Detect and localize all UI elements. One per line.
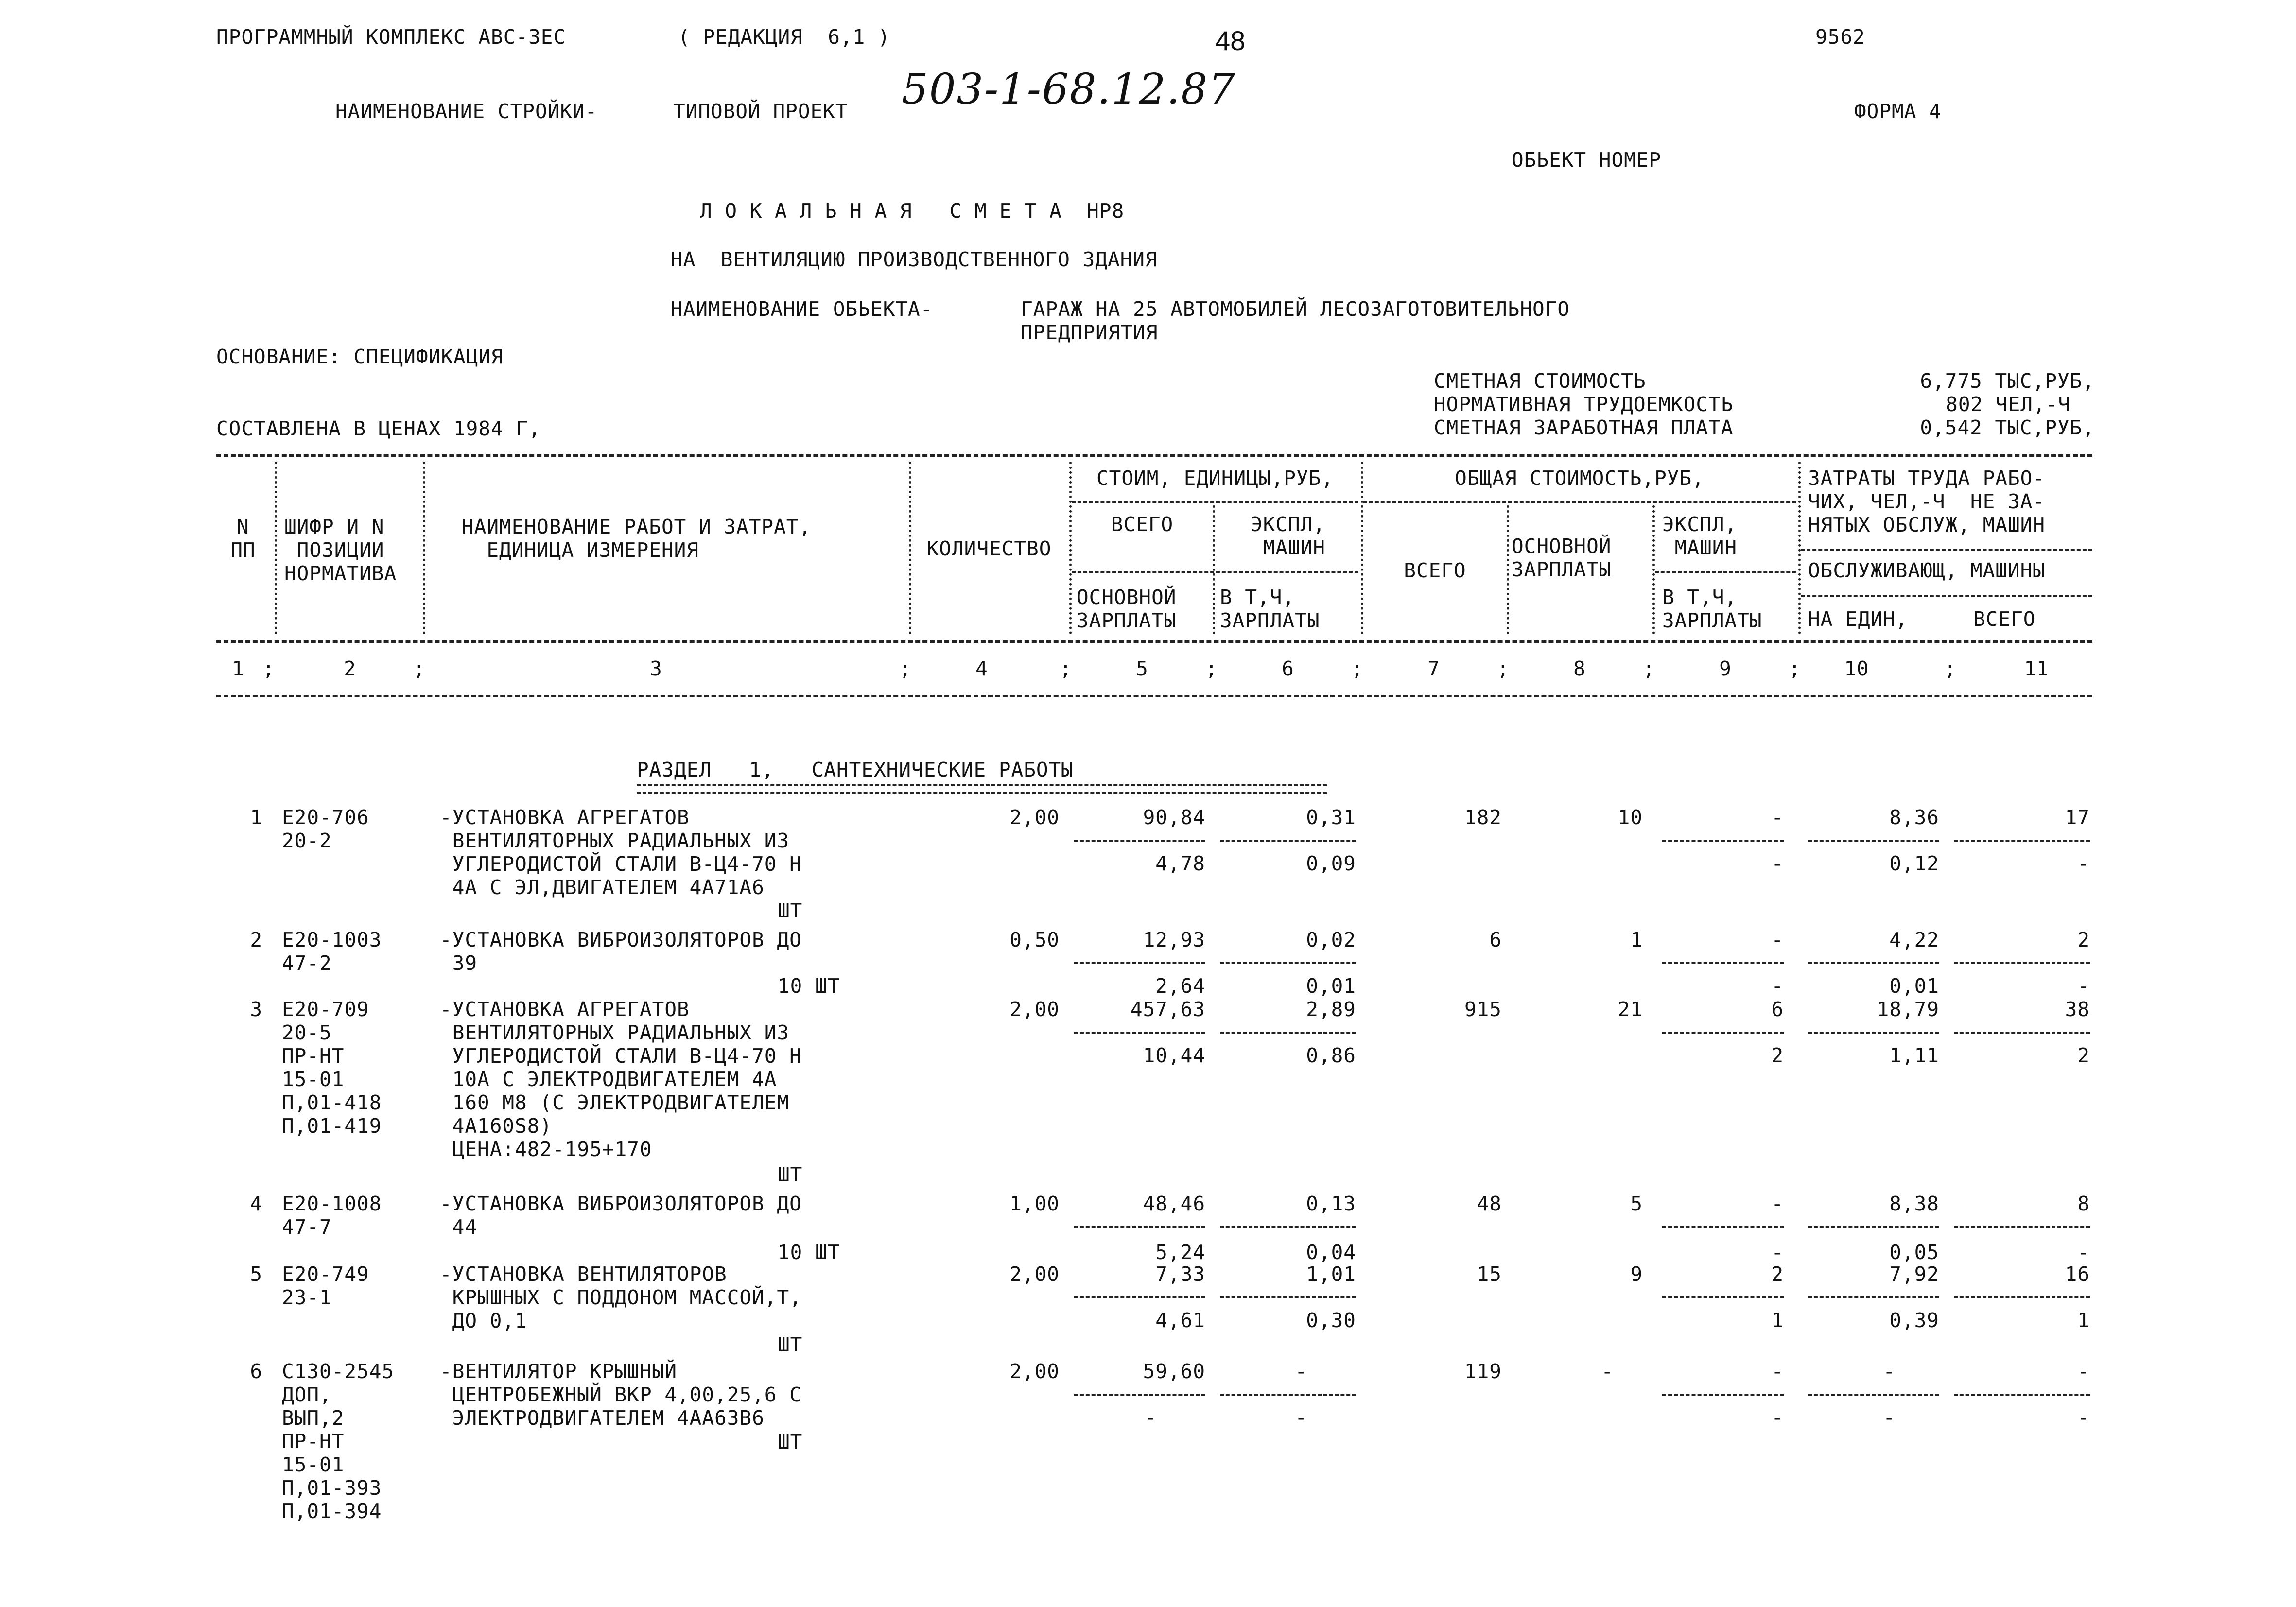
col-number: 10 xyxy=(1844,657,1869,680)
prices-year: СОСТАВЛЕНА В ЦЕНАХ 1984 Г, xyxy=(216,417,541,440)
row-unit-salary: 10,44 xyxy=(1143,1044,1205,1067)
row-total-machine: 6 xyxy=(1771,998,1784,1021)
row-total-incl: - xyxy=(1771,974,1784,998)
summary-value-labor: 802 ЧЕЛ,-Ч xyxy=(1946,393,2070,416)
cell-rule xyxy=(1220,840,1356,842)
cell-rule xyxy=(1220,1296,1356,1298)
cell-rule xyxy=(1954,1226,2090,1228)
row-labor-unit: 8,36 xyxy=(1889,806,1939,829)
document-number: 9562 xyxy=(1815,25,1865,49)
col-number: 1 xyxy=(232,657,244,680)
row-unit-total: 12,93 xyxy=(1143,928,1205,951)
row-total-machine: - xyxy=(1771,806,1784,829)
row-unit: ШТ xyxy=(778,1430,803,1453)
row-qty: 2,00 xyxy=(1009,1360,1060,1383)
col-sep-mark: ; xyxy=(1060,657,1072,680)
hdr-total-cost: ОБЩАЯ СТОИМОСТЬ,РУБ, xyxy=(1455,467,1705,490)
col-sep-mark: ; xyxy=(1497,657,1510,680)
row-unit-incl: 0,09 xyxy=(1306,852,1356,875)
row-unit: ШТ xyxy=(778,1333,803,1356)
col-sep-mark: ; xyxy=(413,657,426,680)
col-sep-7 xyxy=(1507,505,1509,634)
col-number: 11 xyxy=(2024,657,2049,680)
cell-rule xyxy=(1808,962,1939,964)
row-unit-machine: 1,01 xyxy=(1306,1262,1356,1286)
row-total: 15 xyxy=(1477,1262,1502,1286)
hdr-unit-total: ВСЕГО xyxy=(1111,513,1174,536)
row-labor-service: 1,11 xyxy=(1889,1044,1939,1067)
cell-rule xyxy=(1954,962,2090,964)
hdr-unit-machine: ЭКСПЛ, МАШИН xyxy=(1250,513,1326,559)
row-labor-total: 16 xyxy=(2065,1262,2090,1286)
row-total: 48 xyxy=(1477,1192,1502,1215)
cell-rule xyxy=(1808,1032,1939,1034)
object-name-line2: ПРЕДПРИЯТИЯ xyxy=(1021,321,1158,344)
row-labor-service-total: - xyxy=(2077,974,2090,998)
unit-cost-rule xyxy=(1072,501,1358,503)
row-labor-service-total: - xyxy=(2077,852,2090,875)
row-number: 1 xyxy=(250,806,262,829)
row-labor-total: - xyxy=(2077,1360,2090,1383)
row-unit-incl: 0,04 xyxy=(1306,1241,1356,1264)
row-labor-unit: 8,38 xyxy=(1889,1192,1939,1215)
hdr-col2: ШИФР И N ПОЗИЦИИ НОРМАТИВА xyxy=(284,515,397,585)
col-number: 2 xyxy=(344,657,356,680)
row-qty: 1,00 xyxy=(1009,1192,1060,1215)
row-labor-service: 0,12 xyxy=(1889,852,1939,875)
col-number: 8 xyxy=(1573,657,1586,680)
hdr-total-incl: В Т,Ч, ЗАРПЛАТЫ xyxy=(1662,586,1762,632)
cell-rule xyxy=(1954,1394,2090,1396)
numbers-bottom-rule xyxy=(216,695,2092,697)
cell-rule xyxy=(1074,1032,1205,1034)
document-subtitle: НА ВЕНТИЛЯЦИЮ ПРОИЗВОДСТВЕННОГО ЗДАНИЯ xyxy=(671,248,1158,271)
hdr-total-salary: ОСНОВНОЙ ЗАРПЛАТЫ xyxy=(1512,535,1612,581)
edition: ( РЕДАКЦИЯ 6,1 ) xyxy=(678,25,890,49)
col-sep-8 xyxy=(1652,505,1655,634)
row-labor-total: 8 xyxy=(2077,1192,2090,1215)
summary-value-cost: 6,775 ТЫС,РУБ, xyxy=(1920,369,2095,393)
cell-rule xyxy=(1954,1032,2090,1034)
cell-rule xyxy=(1808,840,1939,842)
row-name: -УСТАНОВКА АГРЕГАТОВ ВЕНТИЛЯТОРНЫХ РАДИАЛЬНЫХ ИЗ УГЛЕРОДИСТОЙ СТАЛИ В-Ц4-70 Н 4А С ЭЛ,ДВИГАТЕЛЕМ 4А71А6 xyxy=(440,806,802,899)
page-number: 48 xyxy=(1215,25,1246,56)
summary-label-salary: СМЕТНАЯ ЗАРАБОТНАЯ ПЛАТА xyxy=(1434,416,1734,439)
row-name: -УСТАНОВКА ВИБРОИЗОЛЯТОРОВ ДО 44 xyxy=(440,1192,802,1239)
row-unit: 10 ШТ xyxy=(778,1241,840,1264)
row-total: 182 xyxy=(1464,806,1502,829)
col-sep-mark: ; xyxy=(1944,657,1957,680)
row-unit-machine: 0,13 xyxy=(1306,1192,1356,1215)
row-total-salary: 9 xyxy=(1630,1262,1643,1286)
row-labor-service: 0,01 xyxy=(1889,974,1939,998)
row-labor-total: 17 xyxy=(2065,806,2090,829)
col-sep-2 xyxy=(423,462,425,634)
row-unit: 10 ШТ xyxy=(778,974,840,998)
summary-label-cost: СМЕТНАЯ СТОИМОСТЬ xyxy=(1434,369,1646,393)
construction-label: НАИМЕНОВАНИЕ СТРОЙКИ- xyxy=(335,100,598,123)
row-unit-machine: 2,89 xyxy=(1306,998,1356,1021)
row-unit-salary: 4,78 xyxy=(1155,852,1205,875)
row-total-salary: 21 xyxy=(1618,998,1643,1021)
cell-rule xyxy=(1074,1296,1205,1298)
row-labor-service: - xyxy=(1883,1406,1896,1429)
total-machine-rule xyxy=(1655,571,1796,573)
row-number: 6 xyxy=(250,1360,262,1383)
row-unit-machine: - xyxy=(1295,1360,1307,1383)
row-unit-salary: 2,64 xyxy=(1155,974,1205,998)
cell-rule xyxy=(1662,962,1784,964)
hdr-unit-salary: ОСНОВНОЙ ЗАРПЛАТЫ xyxy=(1077,586,1177,632)
cell-rule xyxy=(1662,1226,1784,1228)
row-name: -УСТАНОВКА ВЕНТИЛЯТОРОВ КРЫШНЫХ С ПОДДОНОМ МАССОЙ,Т, ДО 0,1 xyxy=(440,1262,802,1332)
row-number: 4 xyxy=(250,1192,262,1215)
row-labor-total: 38 xyxy=(2065,998,2090,1021)
object-number: ОБЬЕКТ НОМЕР xyxy=(1512,148,1662,172)
row-number: 3 xyxy=(250,998,262,1021)
row-labor-service: 0,39 xyxy=(1889,1309,1939,1332)
row-total: 119 xyxy=(1464,1360,1502,1383)
basis: ОСНОВАНИЕ: СПЕЦИФИКАЦИЯ xyxy=(216,345,504,368)
labor-rule xyxy=(1801,549,2092,551)
row-unit-total: 90,84 xyxy=(1143,806,1205,829)
row-code: Е20-749 23-1 xyxy=(282,1262,369,1309)
col-number: 9 xyxy=(1719,657,1732,680)
row-labor-service: 0,05 xyxy=(1889,1241,1939,1264)
col-number: 6 xyxy=(1282,657,1294,680)
row-total-machine: 2 xyxy=(1771,1262,1784,1286)
summary-label-labor: НОРМАТИВНАЯ ТРУДОЕМКОСТЬ xyxy=(1434,393,1734,416)
row-name: -ВЕНТИЛЯТОР КРЫШНЫЙ ЦЕНТРОБЕЖНЫЙ ВКР 4,00,25,6 С ЭЛЕКТРОДВИГАТЕЛЕМ 4АА63В6 xyxy=(440,1360,802,1430)
cell-rule xyxy=(1808,1394,1939,1396)
row-unit-total: 457,63 xyxy=(1130,998,1205,1021)
form-label: ФОРМА 4 xyxy=(1854,100,1942,123)
hdr-total-all: ВСЕГО xyxy=(1404,559,1466,582)
col-sep-mark: ; xyxy=(1789,657,1801,680)
cell-rule xyxy=(1074,962,1205,964)
project-label: ТИПОВОЙ ПРОЕКТ xyxy=(673,100,848,123)
row-code: Е20-706 20-2 xyxy=(282,806,369,852)
row-qty: 2,00 xyxy=(1009,1262,1060,1286)
row-number: 5 xyxy=(250,1262,262,1286)
object-name-line1: ГАРАЖ НА 25 АВТОМОБИЛЕЙ ЛЕСОЗАГОТОВИТЕЛЬНОГО xyxy=(1021,297,1570,321)
labor-rule-2 xyxy=(1801,595,2092,597)
cell-rule xyxy=(1220,962,1356,964)
cell-rule xyxy=(1808,1296,1939,1298)
row-unit-incl: 0,30 xyxy=(1306,1309,1356,1332)
header-bottom-rule xyxy=(216,640,2092,643)
hdr-unit-incl: В Т,Ч, ЗАРПЛАТЫ xyxy=(1220,586,1320,632)
cell-rule xyxy=(1074,840,1205,842)
row-total-incl: - xyxy=(1771,1241,1784,1264)
row-unit-salary: - xyxy=(1144,1406,1157,1429)
hdr-labor-total: ВСЕГО xyxy=(1973,607,2036,631)
hdr-unit-cost: СТОИМ, ЕДИНИЦЫ,РУБ, xyxy=(1096,467,1334,490)
col-sep-1 xyxy=(275,462,277,634)
row-unit-incl: - xyxy=(1295,1406,1307,1429)
row-code: Е20-1008 47-7 xyxy=(282,1192,382,1239)
row-labor-service-total: 2 xyxy=(2077,1044,2090,1067)
cell-rule xyxy=(1220,1394,1356,1396)
cell-rule xyxy=(1954,1296,2090,1298)
program-name: ПРОГРАММНЫЙ КОМПЛЕКС АВС-3ЕС xyxy=(216,25,566,49)
row-code: Е20-1003 47-2 xyxy=(282,928,382,975)
row-labor-service-total: 1 xyxy=(2077,1309,2090,1332)
cell-rule xyxy=(1662,840,1784,842)
row-unit-total: 59,60 xyxy=(1143,1360,1205,1383)
hdr-labor-unit: НА ЕДИН, xyxy=(1808,607,1908,631)
row-code: С130-2545 ДОП, ВЫП,2 ПР-НТ 15-01 П,01-393 П,01-394 xyxy=(282,1360,395,1523)
row-name: -УСТАНОВКА ВИБРОИЗОЛЯТОРОВ ДО 39 xyxy=(440,928,802,975)
col-number: 4 xyxy=(975,657,988,680)
row-labor-unit: 4,22 xyxy=(1889,928,1939,951)
cell-rule xyxy=(1808,1226,1939,1228)
col-sep-mark: ; xyxy=(262,657,275,680)
row-qty: 0,50 xyxy=(1009,928,1060,951)
table-top-rule xyxy=(216,454,2092,457)
row-labor-service-total: - xyxy=(2077,1406,2090,1429)
row-qty: 2,00 xyxy=(1009,806,1060,829)
row-total-salary: 1 xyxy=(1630,928,1643,951)
object-name-label: НАИМЕНОВАНИЕ ОБЬЕКТА- xyxy=(671,297,933,321)
row-unit-incl: 0,86 xyxy=(1306,1044,1356,1067)
row-unit-total: 48,46 xyxy=(1143,1192,1205,1215)
cell-rule xyxy=(1954,840,2090,842)
cell-rule xyxy=(1662,1032,1784,1034)
project-handwritten: 503-1-68.12.87 xyxy=(902,65,1236,114)
hdr-labor: ЗАТРАТЫ ТРУДА РАБО- ЧИХ, ЧЕЛ,-Ч НЕ ЗА- НЯТЫХ ОБСЛУЖ, МАШИН xyxy=(1808,467,2045,536)
row-labor-total: 2 xyxy=(2077,928,2090,951)
row-code: Е20-709 20-5 ПР-НТ 15-01 П,01-418 П,01-419 xyxy=(282,998,382,1138)
document-title: Л О К А Л Ь Н А Я С М Е Т А НР8 xyxy=(700,199,1125,223)
col-number: 5 xyxy=(1136,657,1148,680)
row-unit: ШТ xyxy=(778,899,803,922)
row-total-machine: - xyxy=(1771,1192,1784,1215)
hdr-total-machine: ЭКСПЛ, МАШИН xyxy=(1662,513,1738,559)
row-total-salary: - xyxy=(1601,1360,1614,1383)
row-unit-incl: 0,01 xyxy=(1306,974,1356,998)
hdr-col1: N ПП xyxy=(230,515,256,562)
row-total-machine: - xyxy=(1771,1360,1784,1383)
row-number: 2 xyxy=(250,928,262,951)
cell-rule xyxy=(1220,1032,1356,1034)
row-total-incl: - xyxy=(1771,852,1784,875)
row-qty: 2,00 xyxy=(1009,998,1060,1021)
row-unit-salary: 4,61 xyxy=(1155,1309,1205,1332)
col-sep-mark: ; xyxy=(899,657,912,680)
total-cost-rule xyxy=(1363,501,1796,503)
row-total-incl: 1 xyxy=(1771,1309,1784,1332)
section-underline xyxy=(637,784,1327,794)
row-total-incl: - xyxy=(1771,1406,1784,1429)
row-unit-machine: 0,02 xyxy=(1306,928,1356,951)
row-total-salary: 10 xyxy=(1618,806,1643,829)
row-labor-unit: 18,79 xyxy=(1877,998,1939,1021)
row-unit-machine: 0,31 xyxy=(1306,806,1356,829)
row-total-salary: 5 xyxy=(1630,1192,1643,1215)
unit-cost-rule-2 xyxy=(1072,571,1358,573)
row-total: 915 xyxy=(1464,998,1502,1021)
row-labor-service-total: - xyxy=(2077,1241,2090,1264)
col-sep-mark: ; xyxy=(1205,657,1218,680)
cell-rule xyxy=(1074,1394,1205,1396)
hdr-labor-service: ОБСЛУЖИВАЮЩ, МАШИНЫ xyxy=(1808,559,2045,582)
row-labor-unit: - xyxy=(1883,1360,1896,1383)
row-name: -УСТАНОВКА АГРЕГАТОВ ВЕНТИЛЯТОРНЫХ РАДИАЛЬНЫХ ИЗ УГЛЕРОДИСТОЙ СТАЛИ В-Ц4-70 Н 10А С ЭЛЕКТРОДВИГАТЕЛЕМ 4А 160 М8 (С ЭЛЕКТРОДВИГАТЕЛЕМ 4А160S8) ЦЕНА:482-195+170 xyxy=(440,998,802,1161)
section-title: РАЗДЕЛ 1, САНТЕХНИЧЕСКИЕ РАБОТЫ xyxy=(637,758,1074,781)
col-sep-mark: ; xyxy=(1351,657,1364,680)
col-number: 7 xyxy=(1427,657,1440,680)
row-labor-unit: 7,92 xyxy=(1889,1262,1939,1286)
col-sep-mark: ; xyxy=(1643,657,1655,680)
cell-rule xyxy=(1662,1394,1784,1396)
hdr-col3: НАИМЕНОВАНИЕ РАБОТ И ЗАТРАТ, ЕДИНИЦА ИЗМЕРЕНИЯ xyxy=(462,515,812,562)
cell-rule xyxy=(1662,1296,1784,1298)
row-total: 6 xyxy=(1489,928,1502,951)
cell-rule xyxy=(1074,1226,1205,1228)
row-total-machine: - xyxy=(1771,928,1784,951)
row-unit: ШТ xyxy=(778,1163,803,1186)
row-unit-total: 7,33 xyxy=(1155,1262,1205,1286)
col-number: 3 xyxy=(650,657,662,680)
row-unit-salary: 5,24 xyxy=(1155,1241,1205,1264)
hdr-col4: КОЛИЧЕСТВО xyxy=(926,537,1052,560)
summary-value-salary: 0,542 ТЫС,РУБ, xyxy=(1920,416,2095,439)
col-sep-9 xyxy=(1798,462,1801,634)
cell-rule xyxy=(1220,1226,1356,1228)
row-total-incl: 2 xyxy=(1771,1044,1784,1067)
